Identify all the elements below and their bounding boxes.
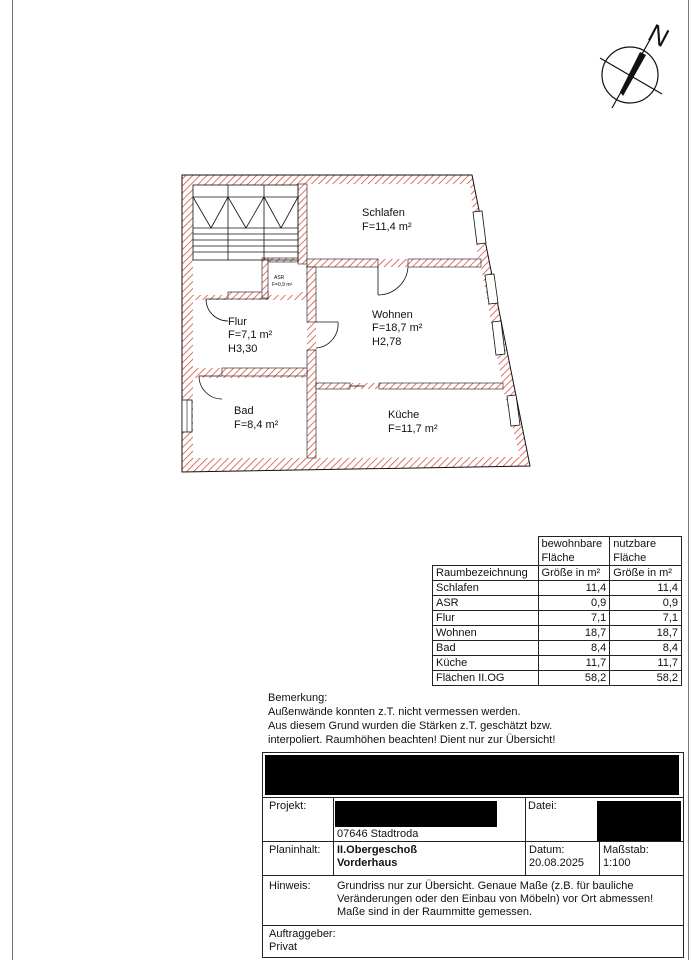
room-area-schlafen: F=11,4 m² [362,221,412,233]
hinweis-line: Maße sind in der Raummitte gemessen. [337,906,533,918]
room-name-asr: ASR [274,275,285,281]
hinweis-label: Hinweis: [269,880,311,892]
label-header: Raumbezeichnung [433,566,539,581]
room-name-flur: Flur [228,316,247,328]
table-row-total: Flächen II.OG 58,2 58,2 [433,671,682,686]
table-row: Wohnen 18,7 18,7 [433,626,682,641]
col-header-bewohnbare: bewohnbare Fläche [538,537,610,566]
auftraggeber-label: Auftraggeber: [269,928,336,940]
auftraggeber-value: Privat [269,941,298,953]
room-name-bad: Bad [234,405,254,417]
north-arrow-icon [600,18,674,108]
table-row: Schlafen 11,4 11,4 [433,581,682,596]
remarks-line: Aus diesem Grund wurden die Stärken z.T. geschätzt bzw. [268,720,553,732]
datei-label: Datei: [528,800,557,812]
table-row: Flur 7,1 7,1 [433,611,682,626]
table-row: ASR 0,9 0,9 [433,596,682,611]
datum-label: Datum: [529,844,565,856]
room-area-wohnen: F=18,7 m² [372,322,423,334]
col-header-nutzbare: nutzbare Fläche [610,537,682,566]
remarks-line: Außenwände konnten z.T. nicht vermessen werden. [268,706,521,718]
north-label: N [643,17,675,53]
table-row: Küche 11,7 11,7 [433,656,682,671]
planinhalt-line2: Vorderhaus [337,857,398,869]
remarks [268,691,555,747]
room-area-asr: F=0,9 m² [272,282,293,288]
massstab-label: Maßstab: [603,844,649,856]
redacted-datei [597,801,681,841]
unit-header-2: Größe in m² [610,566,682,581]
planinhalt-line1: II.Obergeschoß [337,844,418,856]
planinhalt-label: Planinhalt: [269,844,321,856]
remarks-line: interpoliert. Raumhöhen beachten! Dient nur zur Übersicht! [268,734,556,746]
room-name-kueche: Küche [388,409,420,421]
room-area-flur: F=7,1 m² [228,329,273,341]
room-name-wohnen: Wohnen [372,309,413,321]
hinweis-line: Veränderungen oder den Einbau von Möbeln) vor Ort abmessen! [337,893,654,905]
room-area-bad: F=8,4 m² [234,419,279,431]
area-table [432,536,682,686]
title-block [262,752,684,958]
remarks-title: Bemerkung: [268,692,328,704]
room-area-kueche: F=11,7 m² [388,423,438,435]
massstab-value: 1:100 [603,857,631,869]
projekt-address: 07646 Stadtroda [337,828,419,840]
projekt-label: Projekt: [269,800,307,812]
unit-header-1: Größe in m² [538,566,610,581]
room-name-schlafen: Schlafen [362,207,405,219]
redacted-projekt [335,801,497,827]
room-height-wohnen: H2,78 [372,336,402,348]
datum-value: 20.08.2025 [529,857,585,869]
table-row: Bad 8,4 8,4 [433,641,682,656]
redacted-header [265,755,679,795]
hinweis-line: Grundriss nur zur Übersicht. Genaue Maße (z.B. für bauliche [337,880,634,892]
room-height-flur: H3,30 [228,343,258,355]
